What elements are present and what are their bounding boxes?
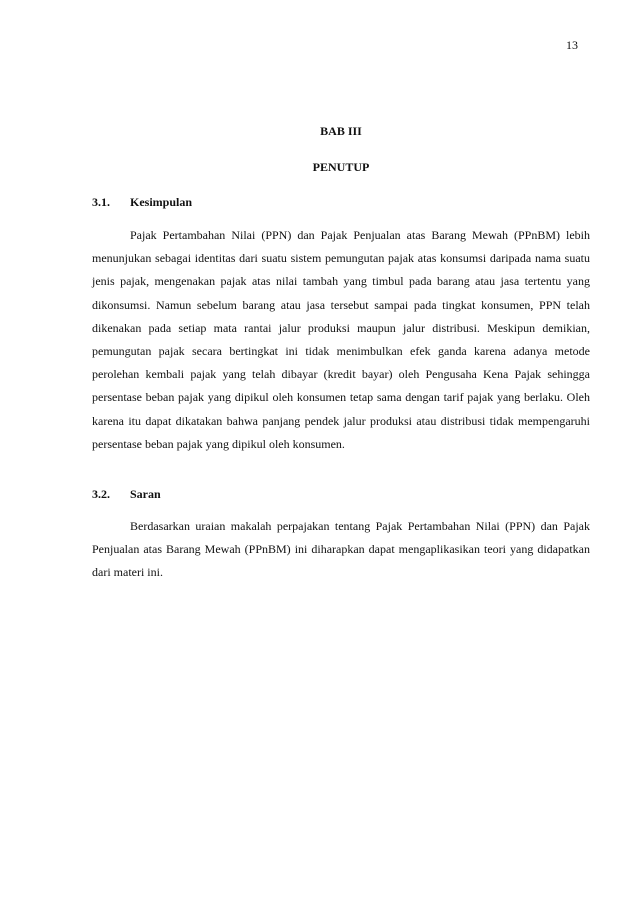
paragraph-saran: Berdasarkan uraian makalah perpajakan tentang Pajak Pertambahan Nilai (PPN) dan Pajak Penjualan atas Barang Mewah (PPnBM) ini diharapkan dapat mengaplikasikan teori yang didapatkan dari materi ini.: [92, 519, 590, 580]
section-heading-kesimpulan: [92, 195, 192, 210]
section-title: Kesimpulan: [130, 195, 193, 209]
chapter-subtitle: PENUTUP: [312, 160, 370, 174]
chapter-title: BAB III: [320, 124, 362, 138]
section-number: 3.2.: [92, 487, 110, 501]
paragraph-kesimpulan: Pajak Pertambahan Nilai (PPN) dan Pajak Penjualan atas Barang Mewah (PPnBM) lebih menunjukan sebagai identitas dari suatu sistem pemungutan pajak atas konsumsi daripada nama suatu jenis pajak, mengenakan pajak atas nilai tambah yang timbul pada barang atau jasa tertentu yang dikonsumsi. Namun sebelum barang atau jasa tersebut sampai pada tingkat konsumen, PPN telah dikenakan pada setiap mata rantai jalur produksi maupun jalur distribusi. Meskipun demikian, pemungutan pajak secara bertingkat ini tidak menimbulkan efek ganda karena adanya metode perolehan kembali pajak yang telah dibayar (kredit bayar) oleh Pengusaha Kena Pajak sehingga persentase beban pajak yang dipikul oleh konsumen tetap sama dengan tarif pajak yang berlaku. Oleh karena itu dapat dikatakan bahwa panjang pendek jalur produksi atau distribusi tidak mempengaruhi persentase beban pajak yang dipikul oleh konsumen.: [92, 228, 590, 451]
section-number: 3.1.: [92, 195, 110, 209]
section-heading-saran: [92, 487, 161, 502]
page-number: 13: [566, 38, 578, 52]
section-title: Saran: [130, 487, 161, 501]
